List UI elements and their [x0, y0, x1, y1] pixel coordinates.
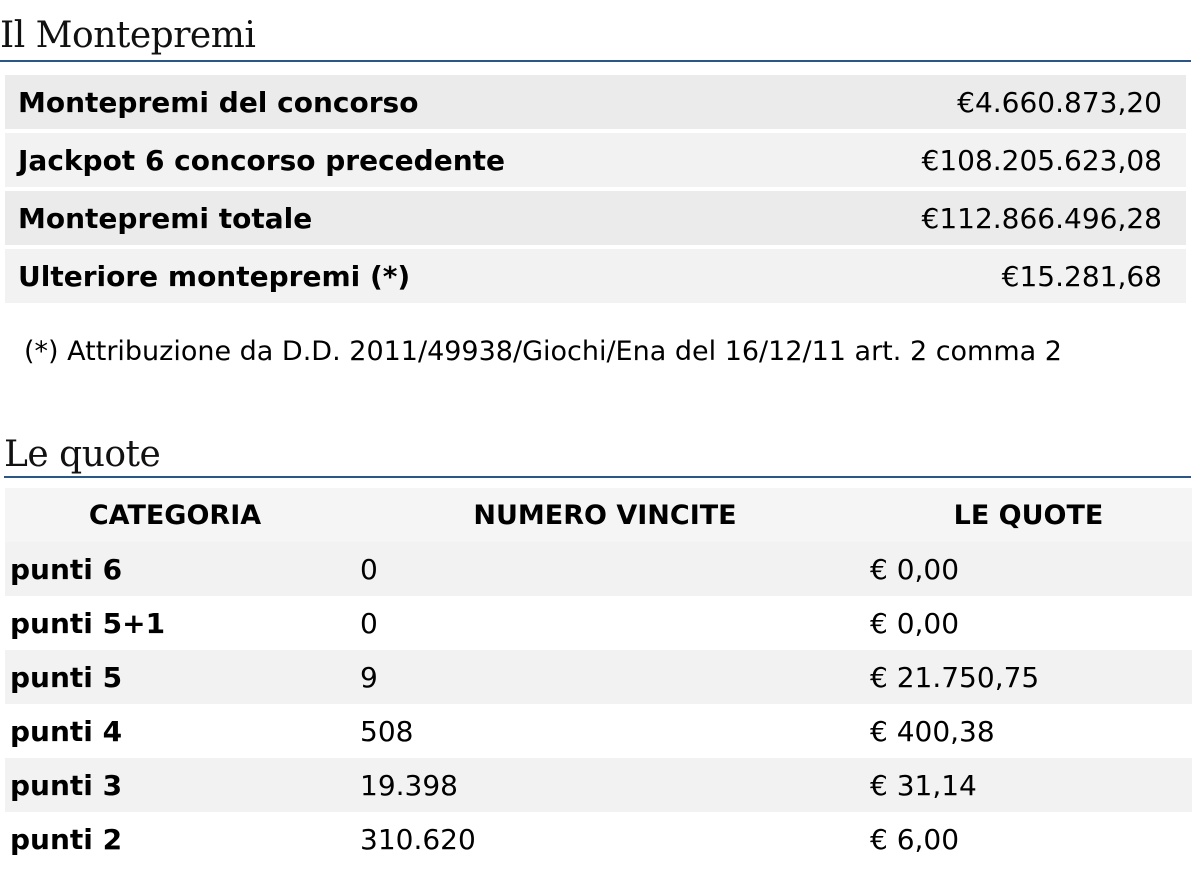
- cell-vincite: 0: [360, 552, 378, 586]
- cell-categoria: punti 4: [10, 714, 123, 748]
- cell-categoria: punti 6: [10, 552, 123, 586]
- montepremi-title-rule: [0, 60, 1191, 62]
- table-row: [5, 542, 1192, 596]
- prize-label: Jackpot 6 concorso precedente: [18, 143, 506, 177]
- cell-quota: € 31,14: [870, 768, 977, 802]
- cell-vincite: 310.620: [360, 822, 476, 856]
- table-row: [5, 650, 1192, 704]
- prize-label: Montepremi del concorso: [18, 85, 419, 119]
- header-categoria: CATEGORIA: [88, 499, 262, 531]
- cell-categoria: punti 5: [10, 660, 123, 694]
- quote-table: [5, 488, 1192, 866]
- montepremi-title: Il Montepremi: [0, 15, 256, 56]
- cell-vincite: 508: [360, 714, 414, 748]
- quote-table-header: [5, 488, 1192, 542]
- cell-categoria: punti 5+1: [10, 606, 166, 640]
- cell-categoria: punti 3: [10, 768, 123, 802]
- quote-title: Le quote: [4, 434, 161, 475]
- prize-label: Ulteriore montepremi (*): [18, 259, 411, 293]
- prize-value: €4.660.873,20: [957, 85, 1162, 119]
- cell-vincite: 0: [360, 606, 378, 640]
- montepremi-footnote: (*) Attribuzione da D.D. 2011/49938/Giochi/Ena del 16/12/11 art. 2 comma 2: [24, 336, 1062, 367]
- cell-vincite: 19.398: [360, 768, 458, 802]
- table-row: [5, 812, 1192, 866]
- montepremi-table: [5, 75, 1186, 307]
- cell-quota: € 0,00: [870, 552, 960, 586]
- table-row: [5, 596, 1192, 650]
- table-row: [5, 704, 1192, 758]
- prize-row-montepremi-concorso: [5, 75, 1186, 129]
- cell-quota: € 0,00: [870, 606, 960, 640]
- prize-label: Montepremi totale: [18, 201, 313, 235]
- cell-quota: € 6,00: [870, 822, 960, 856]
- cell-quota: € 400,38: [870, 714, 995, 748]
- prize-value: €112.866.496,28: [921, 201, 1162, 235]
- prize-row-jackpot-precedente: [5, 133, 1186, 187]
- prize-value: €108.205.623,08: [921, 143, 1162, 177]
- header-le-quote: LE QUOTE: [953, 499, 1104, 531]
- quote-title-rule: [4, 476, 1191, 478]
- prize-value: €15.281,68: [1001, 259, 1162, 293]
- prize-row-montepremi-totale: [5, 191, 1186, 245]
- cell-quota: € 21.750,75: [870, 660, 1040, 694]
- header-numero-vincite: NUMERO VINCITE: [473, 499, 737, 531]
- cell-vincite: 9: [360, 660, 378, 694]
- prize-row-ulteriore-montepremi: [5, 249, 1186, 303]
- cell-categoria: punti 2: [10, 822, 123, 856]
- table-row: [5, 758, 1192, 812]
